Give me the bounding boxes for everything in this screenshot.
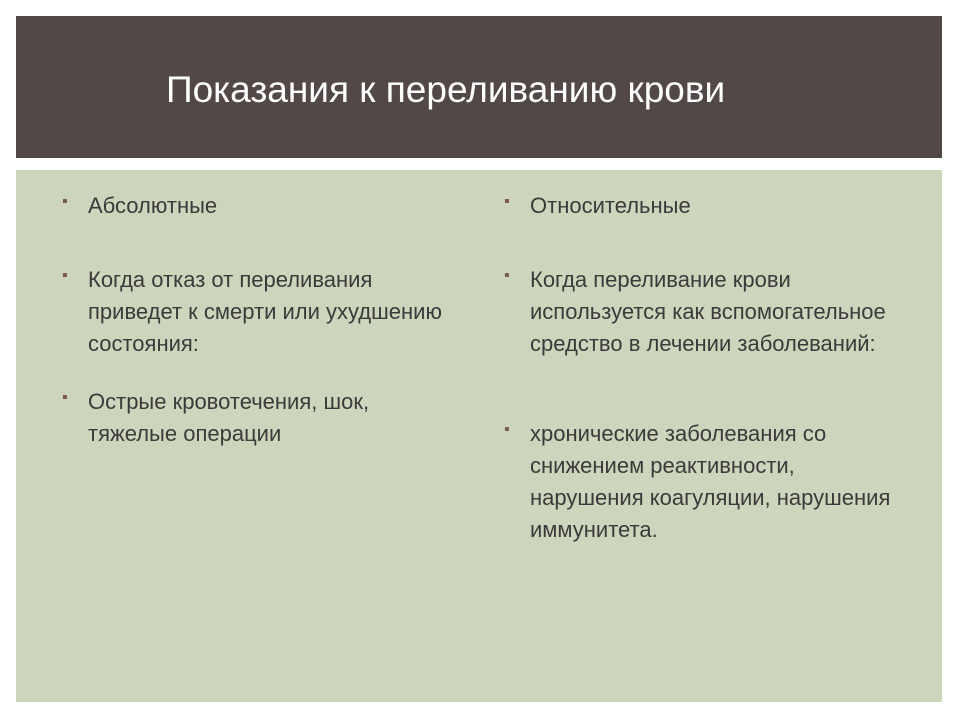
bullet-icon: ▪ [504,267,510,284]
list-item-text: Абсолютные [88,193,218,218]
list-item [504,264,894,360]
list-item [504,190,691,222]
list-item-text: Относительные [530,193,691,218]
slide-title: Показания к переливанию крови [166,69,726,110]
list-item-text: Острые кровотечения, шок, тяжелые операции [88,389,370,446]
list-item-text: хронические заболевания со снижением реактивности, нарушения коагуляции, нарушения иммунитета. [530,421,891,542]
bullet-icon: ▪ [62,193,68,210]
bullet-icon: ▪ [504,193,510,210]
list-item-text: Когда переливание крови используется как вспомогательное средство в лечении заболеваний: [530,267,886,356]
list-item [504,418,894,546]
list-item [62,190,217,222]
list-item [62,264,442,360]
bullet-icon: ▪ [504,421,510,438]
title-bar [16,16,942,158]
list-item [62,386,442,450]
list-item-text: Когда отказ от переливания приведет к смерти или ухудшению состояния: [88,267,442,356]
bullet-icon: ▪ [62,389,68,406]
bullet-icon: ▪ [62,267,68,284]
content-panel [16,170,942,702]
